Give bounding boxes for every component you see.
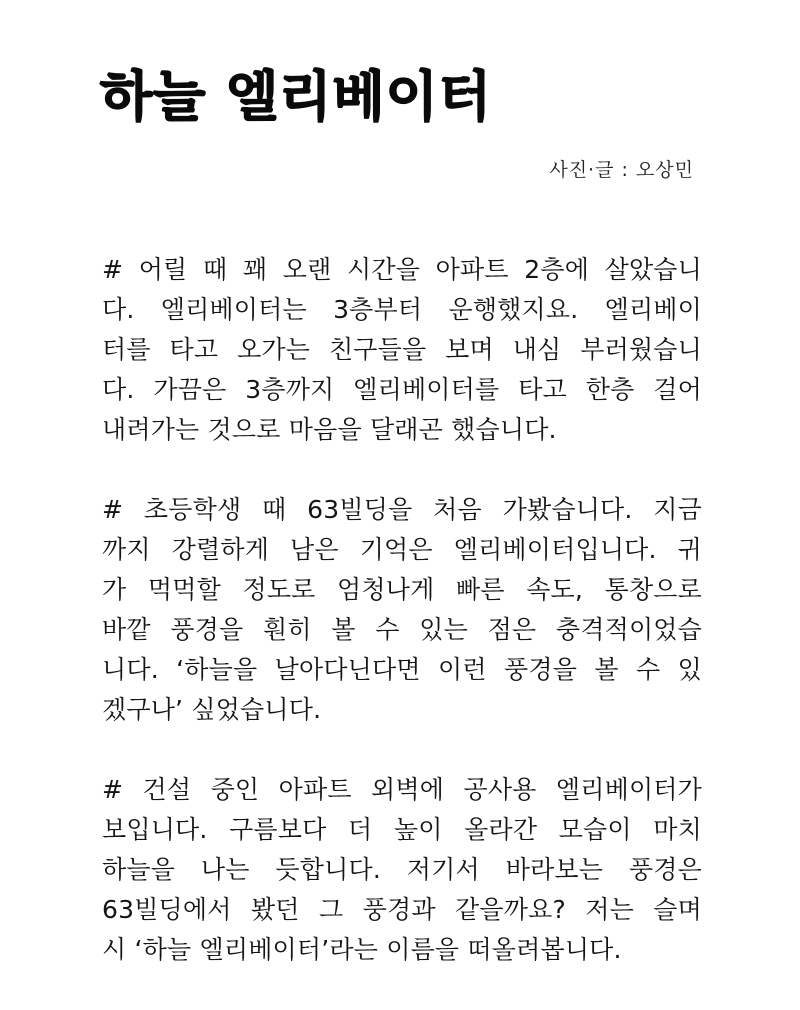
text-line: 내려가는 것으로 마음을 달래곤 했습니다.	[102, 415, 557, 444]
paragraph-2	[102, 490, 702, 730]
text-line: 까지 강렬하게 남은 기억은 엘리베이터입니다. 귀	[102, 535, 702, 564]
paragraph-1	[102, 250, 702, 450]
byline: 사진·글 : 오상민	[549, 159, 694, 181]
article-body	[102, 250, 702, 1010]
text-line: 바깥 풍경을 훤히 볼 수 있는 점은 충격적이었습	[102, 615, 702, 644]
text-line: 가 먹먹할 정도로 엄청나게 빠른 속도, 통창으로	[102, 575, 702, 604]
text-line: 터를 타고 오가는 친구들을 보며 내심 부러웠습니	[102, 335, 702, 364]
text-line: # 어릴 때 꽤 오랜 시간을 아파트 2층에 살았습니	[102, 255, 702, 284]
text-line: 63빌딩에서 봤던 그 풍경과 같을까요? 저는 슬며	[102, 895, 702, 924]
text-line: 다. 엘리베이터는 3층부터 운행했지요. 엘리베이	[102, 295, 702, 324]
article-title: 하늘 엘리베이터	[100, 65, 492, 128]
text-line: # 초등학생 때 63빌딩을 처음 가봤습니다. 지금	[102, 495, 702, 524]
text-line: 다. 가끔은 3층까지 엘리베이터를 타고 한층 걸어	[102, 375, 702, 404]
text-line: 보입니다. 구름보다 더 높이 올라간 모습이 마치	[102, 815, 702, 844]
text-line: 하늘을 나는 듯합니다. 저기서 바라보는 풍경은	[102, 855, 702, 884]
text-line: 니다. ‘하늘을 날아다닌다면 이런 풍경을 볼 수 있	[102, 655, 702, 684]
paragraph-3	[102, 770, 702, 970]
text-line: 겠구나’ 싶었습니다.	[102, 695, 322, 724]
text-line: 시 ‘하늘 엘리베이터’라는 이름을 떠올려봅니다.	[102, 935, 622, 964]
text-line: # 건설 중인 아파트 외벽에 공사용 엘리베이터가	[102, 775, 702, 804]
